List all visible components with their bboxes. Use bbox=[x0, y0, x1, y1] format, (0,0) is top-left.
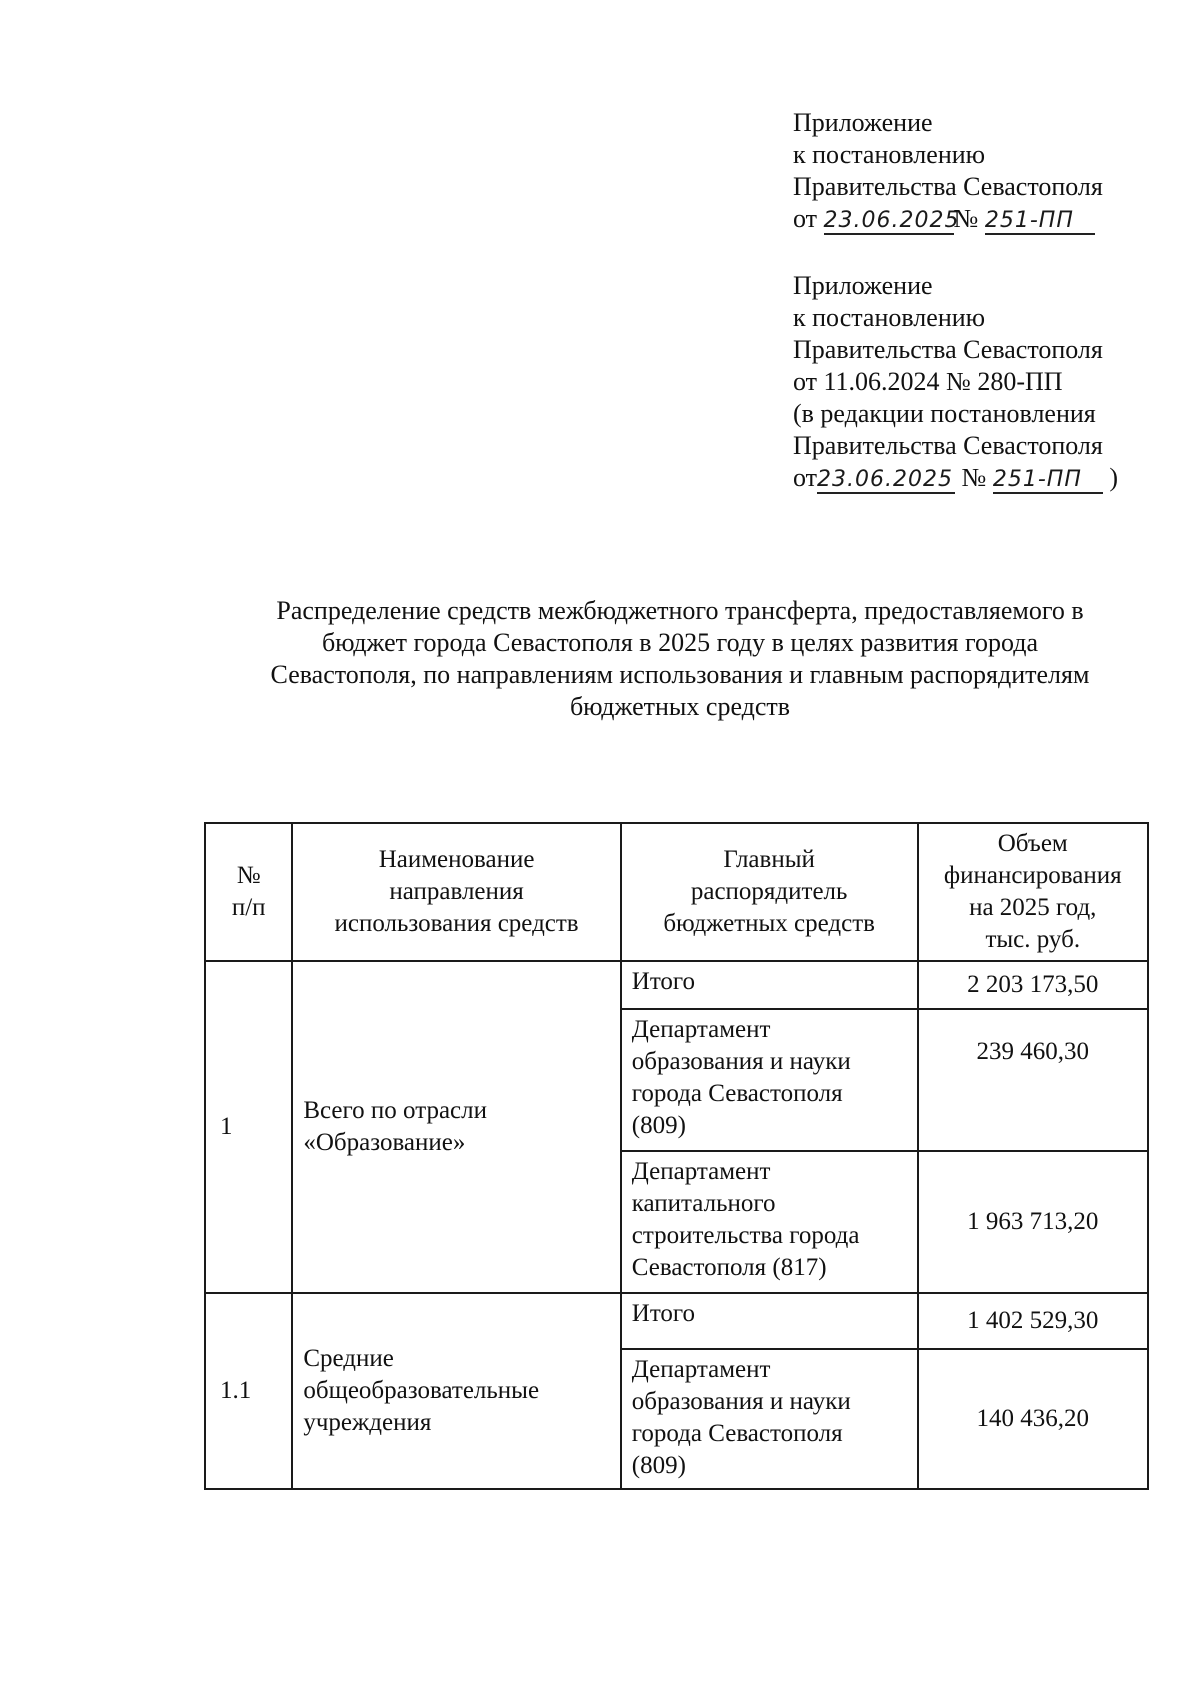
header-line: на 2025 год, bbox=[969, 894, 1097, 921]
header-line: тыс. руб. bbox=[985, 926, 1081, 953]
header-line: распорядитель bbox=[690, 878, 848, 905]
org-line: Севастополя (817) bbox=[631, 1254, 827, 1281]
handwritten-date: 23.06.2025 bbox=[817, 468, 955, 494]
attachment-line: к постановлению bbox=[793, 303, 986, 332]
row-sum: 1 402 529,30 bbox=[918, 1293, 1148, 1349]
row-number: 1.1 bbox=[205, 1293, 292, 1489]
org-line: города Севастополя bbox=[631, 1420, 843, 1447]
header-sum bbox=[918, 823, 1148, 961]
attachment-date-line bbox=[793, 462, 1118, 494]
org-line: (809) bbox=[631, 1452, 686, 1479]
direction-line: Всего по отрасли bbox=[303, 1097, 487, 1124]
row-org bbox=[621, 1151, 918, 1293]
row-sum: 1 963 713,20 bbox=[918, 1151, 1148, 1293]
header-num bbox=[205, 823, 292, 961]
org-line: Итого bbox=[631, 968, 696, 995]
row-org bbox=[621, 1349, 918, 1489]
document-title bbox=[200, 595, 1160, 723]
header-line: финансирования bbox=[943, 862, 1122, 889]
org-line: образования и науки bbox=[631, 1048, 851, 1075]
distribution-table bbox=[204, 822, 1149, 1490]
org-line: Департамент bbox=[631, 1356, 771, 1383]
header-name bbox=[292, 823, 620, 961]
org-line: Департамент bbox=[631, 1016, 771, 1043]
table-row bbox=[205, 961, 1148, 1009]
attachment-line: Правительства Севастополя bbox=[793, 431, 1103, 460]
attachment-line: Правительства Севастополя bbox=[793, 172, 1103, 201]
from-label: от bbox=[793, 204, 818, 233]
title-line: Севастополя, по направлениям использования и главным распорядителям bbox=[270, 660, 1090, 689]
direction-line: общеобразовательные bbox=[303, 1377, 540, 1404]
direction-line: Средние bbox=[303, 1345, 394, 1372]
handwritten-number: 251-ПП bbox=[985, 209, 1095, 235]
title-line: бюджетных средств bbox=[569, 692, 791, 721]
row-org bbox=[621, 961, 918, 1009]
direction-line: учреждения bbox=[303, 1409, 432, 1436]
header-line: п/п bbox=[231, 894, 266, 921]
attachment-line: Приложение bbox=[793, 108, 933, 137]
attachment-line: от 11.06.2024 № 280-ПП bbox=[793, 367, 1063, 396]
row-sum: 140 436,20 bbox=[918, 1349, 1148, 1489]
from-label: от bbox=[793, 463, 818, 492]
attachment-line: Правительства Севастополя bbox=[793, 335, 1103, 364]
header-line: Наименование bbox=[378, 846, 535, 873]
attachment-date-line bbox=[793, 203, 1103, 235]
attachment-line: к постановлению bbox=[793, 140, 986, 169]
row-direction bbox=[292, 1293, 620, 1489]
header-org bbox=[621, 823, 918, 961]
table-row bbox=[205, 1293, 1148, 1349]
row-direction bbox=[292, 961, 620, 1293]
header-line: Объем bbox=[997, 830, 1068, 857]
header-line: Главный bbox=[723, 846, 815, 873]
direction-line: «Образование» bbox=[303, 1129, 466, 1156]
closing-paren: ) bbox=[1109, 463, 1119, 492]
header-line: № bbox=[236, 862, 261, 889]
header-line: направления bbox=[389, 878, 524, 905]
row-org bbox=[621, 1293, 918, 1349]
org-line: образования и науки bbox=[631, 1388, 851, 1415]
attachment-block-current bbox=[793, 107, 1103, 235]
org-line: (809) bbox=[631, 1112, 686, 1139]
org-line: строительства города bbox=[631, 1222, 860, 1249]
org-line: капитального bbox=[631, 1190, 776, 1217]
header-line: бюджетных средств bbox=[663, 910, 875, 937]
handwritten-date: 23.06.2025 bbox=[823, 208, 960, 233]
header-line: использования средств bbox=[334, 910, 579, 937]
title-line: бюджет города Севастополя в 2025 году в целях развития города bbox=[321, 628, 1039, 657]
number-sign: № bbox=[953, 204, 979, 233]
row-number: 1 bbox=[205, 961, 292, 1293]
number-sign: № bbox=[961, 463, 987, 492]
row-sum: 2 203 173,50 bbox=[918, 961, 1148, 1009]
attachment-block-original bbox=[793, 270, 1118, 494]
row-org bbox=[621, 1009, 918, 1151]
title-line: Распределение средств межбюджетного трансферта, предоставляемого в bbox=[276, 596, 1084, 625]
org-line: Департамент bbox=[631, 1158, 771, 1185]
org-line: Итого bbox=[631, 1300, 696, 1327]
handwritten-number: 251-ПП bbox=[993, 468, 1103, 494]
attachment-line: Приложение bbox=[793, 271, 933, 300]
attachment-line: (в редакции постановления bbox=[793, 399, 1096, 428]
org-line: города Севастополя bbox=[631, 1080, 843, 1107]
row-sum: 239 460,30 bbox=[918, 1009, 1148, 1151]
table-header-row bbox=[205, 823, 1148, 961]
